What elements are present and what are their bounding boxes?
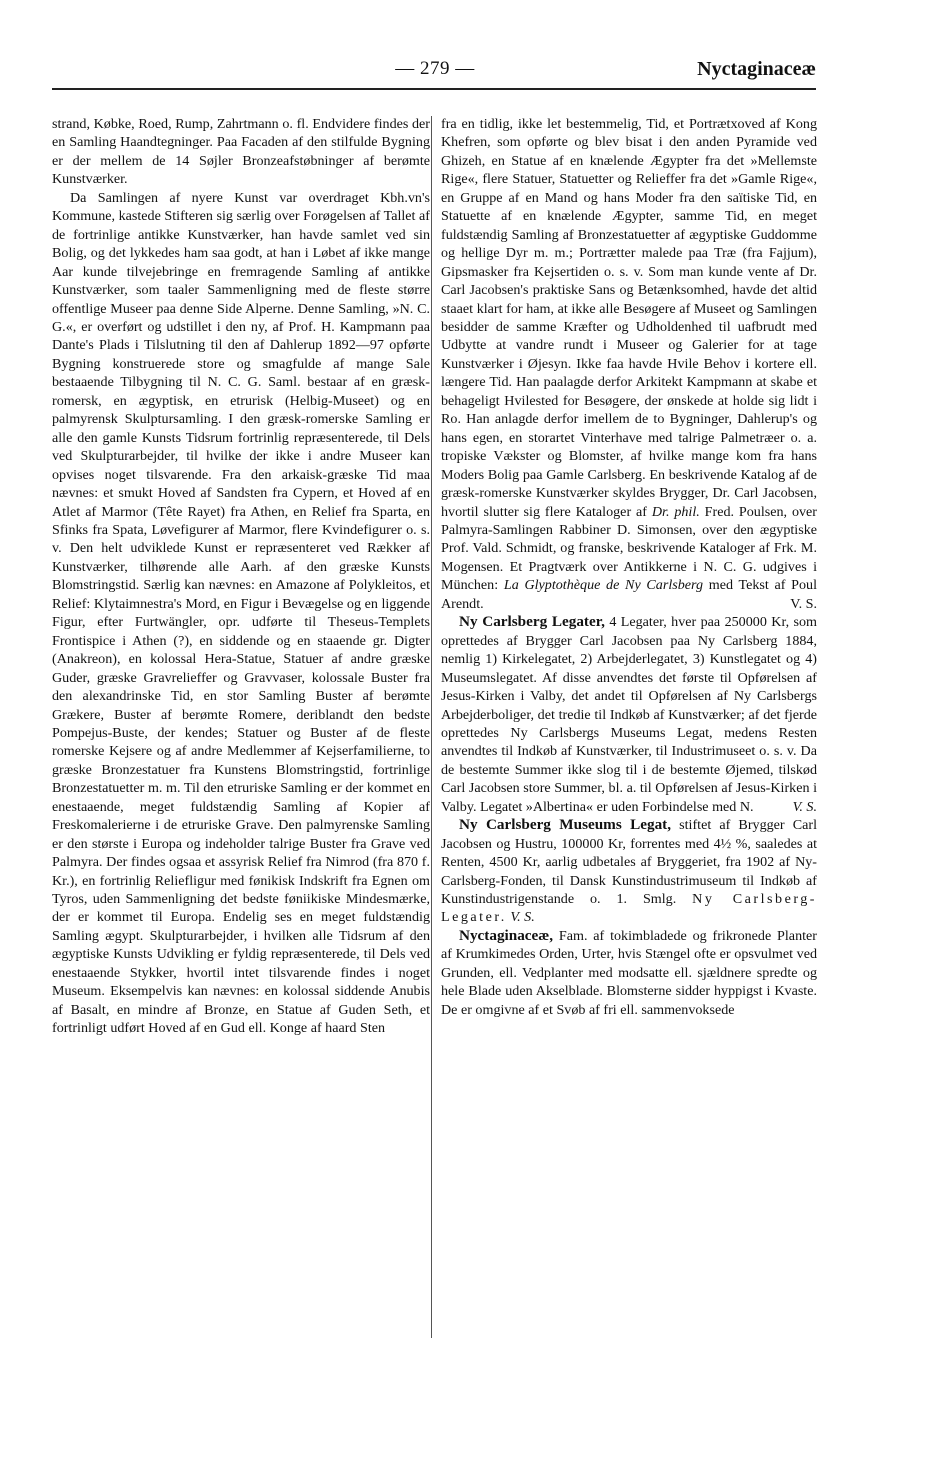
- entry-headword: Ny Carlsberg Museums Legat,: [459, 816, 672, 834]
- running-head: Nyctaginaceæ: [697, 58, 816, 80]
- entry-headword: Ny Carlsberg Legater,: [459, 613, 605, 631]
- author-signature: V. S.: [792, 798, 817, 815]
- left-column: [52, 115, 430, 1038]
- author-signature: V. S.: [510, 909, 535, 926]
- author-signature: V. S.: [790, 595, 817, 612]
- header-rule: [52, 88, 816, 90]
- paragraph-text: med Tekst af Poul Arendt.: [441, 577, 817, 612]
- page-number: — 279 —: [395, 58, 475, 79]
- entry-nyctaginaceae: [441, 927, 817, 1019]
- entry-text: Fam. af tokimbladede og frikronede Planter af Krumkimedes Orden, Urter, hvis Stængel ofte er opsvulmet ved Grunden, ell. Vedplanter med modsatte ell. sjældnere spredte og hele Blade uden Akselblade. Blomsterne sidder hyppigst i Kvaste. De er omgivne af et Svøb af fri ell. sammenvoksede: [441, 927, 817, 1018]
- paragraph-text: fra en tidlig, ikke let bestemmelig, Tid, et Portrætхoved af Kong Khefren, som opførte og blev bisat i den anden Pyramide ved Ghizeh, en Statue af en knælende Ægypter fra det »Mellemste Rige«, flere Statuer, Statuetter og Relieffer fra det »Gamle Rige«, en Gruppe af en Mand og hans Moder fra den saïtiske Tid, en Statuette af en knælende Ægypter, samme Tid, en meget fuldstændig Samling af Bronzestatuetter af ægyptiske Guddomme og hellige Dyr m. m.; Portrætter malede paa Træ (fra Fajjum), Gipsmasker fra Kejsertiden o. s. v. Som man kunde vente af Dr. Carl Jacobsen's praktiske Sans og Betænksomhed, havde det altid staaet klart for ham, at ikke alle Besøgere af Museet og Samlingen besidder de samme Kræfter og Udholdenhed til uafbrudt med Udbytte at vandre rundt i Museer og Galerier for at tage Kunstværker i Øjesyn. Ikke faa havde Hvile Behov i kortere ell. længere Tid. Han paalagde derfor Arkitekt Kampmann at skabe et behageligt Hvilested for Besøgere, der ønskede at holde sig lidt i Ro. Han anlagde derfor imellem de to Bygninger, Dahlerup's og hans egen, en storartet Vinterhave med talrige Palmetræer o. a. tropiske Vækster og Blomster, af hvilke mange kom fra hans Moders Bolig paa Gamle Carlsberg. En beskrivende Katalog af de græsk-romerske Kunstværker skyldes Brygger, Dr. Carl Jacobsen, hvortil slutter sig flere Kataloger af: [441, 116, 817, 520]
- italic-text: Dr. phil.: [651, 503, 700, 520]
- entry-museums-legat: [441, 816, 817, 927]
- right-column: [441, 115, 817, 1019]
- paragraph: [441, 115, 817, 613]
- column-divider: [431, 116, 432, 1338]
- paragraph-text: Fred. Poulsen, over Palmyra-Samlingen Rabbiner D. Simonsen, over den ægyptiske Prof. Vald. Schmidt, og franske, beskrivende Kataloger af Frk. M. Mogensen. Et Pragtværk over Antikkerne i N. C. G. udgives i München:: [441, 503, 817, 594]
- entry-text: stiftet af Brygger Carl Jacobsen og Hustru, 100000 Kr, forrentes med 4½ %, saaledes at Renten, 4500 Kr, aarlig udbetales af Bryggeriet, fra 1902 af Ny-Carlsberg-Fonden, til Dansk Kunstindustrimuseum til Indkøb af Kunstindustrigenstande o. 1. Smlg.: [441, 817, 817, 908]
- paragraph: Da Samlingen af nyere Kunst var overdraget Kbh.vn's Kommune, kastede Stifteren sig særlig over Forøgelsen af Tallet af de fortrinlige antikke Kunstværker, han havde samlet ved sin Bolig, og det lykkedes ham saa godt, at han i Løbet af ikke mange Aar kunde tilvejebringe en fremragende Samling af antikke Kunstværker, som taaler Sammenligning med de fleste større offentlige Museer paa denne Side Alperne. Denne Samling, »N. C. G.«, er overført og udstillet i den ny, af Prof. H. Kampmann paa Dante's Plads i Tilslutning til den af Dahlerup 1892—97 opførte Bygning konstruerede store og smagfulde af mange Sale bestaaende Tilbygning til N. C. G. Saml. bestaar af en græsk-romersk, en ægyptisk, en etrurisk (Helbig-Museet) og en palmyrensk Skulptursamling. I den græsk-romerske Samling er alle den gamle Kunsts Tidsrum fortrinlig repræsenterede, til Dels ved Skulpturarbejder, til hvilke der ikke i andre Museer kan opvises noget tilsvarende. Fra den arkaisk-græske Tid maa nævnes: et smukt Hoved af Sandsten fra Cypern, et Hoved af en Atlet af Marmor (Tête Rayet) fra Athen, en Relief fra Sparta, en Sfinks fra Spata, Løvefigurer af Marmor, flere Kvindefigurer o. s. v. Den helt udviklede Kunst er repræsenteret ved Rækker af Kunstværker, tilhørende alle Aarh. af den græske Kunsts Blomstringstid. Særlig kan nævnes: en Amazone af Polykleitos, et Relief: Klytaimnestra's Mord, en Figur i Bevægelse og en liggende Figur, efter Furtwängler, opr. udførte til Theseus-Templets Frontispice i Athen (?), en siddende og en staaende gr. Digter (Anakreon), en kolossal Hera-Statue, Statuer af andre græske Guder, græske Gravrelieffer og Gravvaser, kolossale Buster fra den alexandrinske Tid, en stor Samling Buster af berømte Grækere, Buster af berømte Romere, deriblandt den bedste Pompejus-Buste, der kendes; Statuer og Buster af de fleste romerske Kejsere og af andre Medlemmer af Kejserfamilierne, to græske Bronzestatuer fra Kunstens Blomstringstid, fortrinlige Bronzestatuetter m. m. Til den etruriske Samling er der kommet en enestaaende, meget fuldstændig Samling af Kopier af Freskomalerierne i de etruriske Grave. Den palmyrenske Samling er den største i Europa og indeholder talrige Buster fra Grave ved Palmyra. Der findes ogsaa et assyrisk Relief fra Nimrod (fra 870 f. Kr.), en fortrinlig Reliefligur med fønikisk Indskrift fra Egnen om Tyros, uden Sammenligning det bedste føniikiske Mindesmærke, der er kommet til Europa. Endelig ses en meget fuldstændig Samling ægypt. Skulpturarbejder, i hvilken alle Tidsrum af den ægyptiske Kunsts Udvikling er fyldig repræsenterede, til Dels ved enestaaende Stykker, hvortil intet tilsvarende findes i noget Museum. Eksempelvis kan nævnes: en kolossal siddende Anubis af Basalt, en mindre af Bronze, en Statue af Guden Seth, et fortrinligt udført Hoved af en Gud ell. Konge af haard Sten: [52, 189, 430, 1037]
- paragraph: strand, Købke, Roed, Rump, Zahrtmann o. fl. Endvidere findes der en Samling Haandtegninger. Paa Facaden af den stilfulde Bygning er der mellem de 14 Søjler Bronzeafstøbninger af berømte Kunstværker.: [52, 116, 430, 188]
- cross-reference: Ny Carlsberg-Legater.: [441, 891, 817, 926]
- italic-title: La Glyptothèque de Ny Carlsberg: [503, 577, 704, 594]
- entry-legater: [441, 613, 817, 816]
- entry-text: 4 Legater, hver paa 250000 Kr, som oprettedes af Brygger Carl Jacobsen paa Ny Carlsberg 1884, nemlig 1) Kirkelegatet, 2) Arbejderlegatet, 3) Kunstlegatet og 4) Museumslegatet. Af disse anvendtes det første til Opførelsen af Jesus-Kirken i Valby, det andet til Opførelsen af Ny Carlsbergs Arbejderboliger, det tredie til Indkøb af Kunstværker; af det fjerde oprettedes Ny Carlsbergs Museums Legat, medens Resten anvendtes til Indkøb af Kunstværker, til Industrimuseet o. s. v. Da de bestemte Summer ikke slog til i de bestemte Øjemed, tilskød Carl Jacobsen store Summer, bl. a. til Opførelsen af Jesus-Kirken i Valby. Legatet »Albertina« er uden Forbindelse med N.: [441, 614, 817, 815]
- entry-headword: Nyctaginaceæ,: [459, 926, 554, 944]
